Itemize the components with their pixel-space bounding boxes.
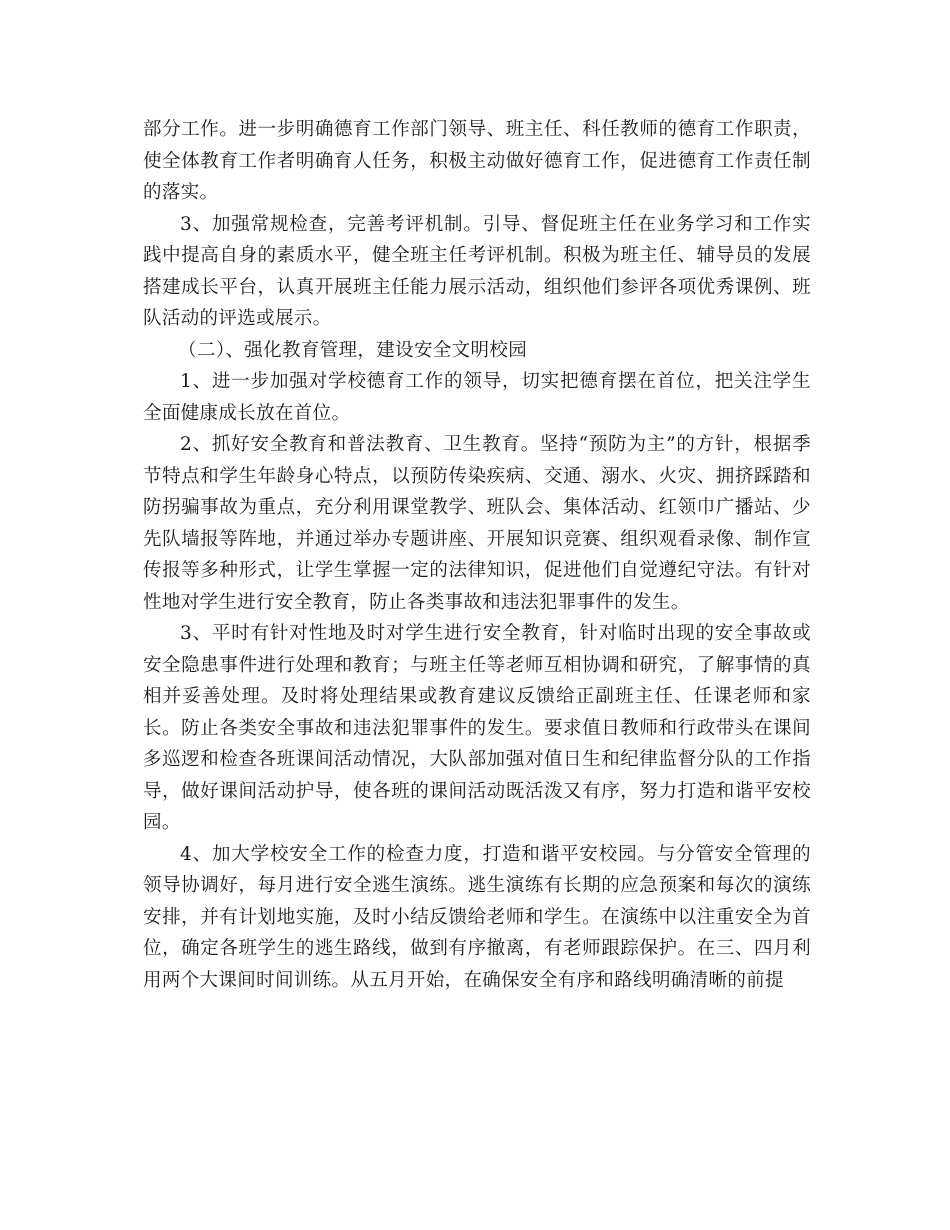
paragraph-item-3-safety-handling: 3、平时有针对性地及时对学生进行安全教育，针对临时出现的安全事故或安全隐患事件进行处理和教育；与班主任等老师互相协调和研究，了解事情的真相并妥善处理。及时将处理结果或教育建议反馈给正副班主任、任课老师和家长。防止各类安全事故和违法犯罪事件的发生。要求值日教师和行政带头在课间多巡逻和检查各班课间活动情况，大队部加强对值日生和纪律监督分队的工作指导，做好课间活动护导，使各班的课间活动既活泼又有序，努力打造和谐平安校园。 [143, 623, 811, 833]
paragraph-item-1-leadership: 1、进一步加强对学校德育工作的领导，切实把德育摆在首位，把关注学生全面健康成长放在首位。 [143, 371, 811, 424]
paragraph-continuation: 部分工作。进一步明确德育工作部门领导、班主任、科任教师的德育工作职责，使全体教育工作者明确育人任务，积极主动做好德育工作，促进德育工作责任制的落实。 [143, 119, 811, 203]
paragraph-item-4-safety-drills: 4、加大学校安全工作的检查力度，打造和谐平安校园。与分管安全管理的领导协调好，每月进行安全逃生演练。逃生演练有长期的应急预案和每次的演练安排，并有计划地实施，及时小结反馈给老师和学生。在演练中以注重安全为首位，确定各班学生的逃生路线，做到有序撤离，有老师跟踪保护。在三、四月利用两个大课间时间训练。从五月开始，在确保安全有序和路线明确清晰的前提 [143, 843, 811, 991]
paragraph-item-2-safety-education: 2、抓好安全教育和普法教育、卫生教育。坚持“预防为主”的方针，根据季节特点和学生年龄身心特点，以预防传染疾病、交通、溺水、火灾、拥挤踩踏和防拐骗事故为重点，充分利用课堂教学、班队会、集体活动、红领巾广播站、少先队墙报等阵地，并通过举办专题讲座、开展知识竞赛、组织观看录像、制作宣传报等多种形式，让学生掌握一定的法律知识，促进他们自觉遵纪守法。有针对性地对学生进行安全教育，防止各类事故和违法犯罪事件的发生。 [143, 434, 811, 613]
paragraph-item-3-evaluation: 3、加强常规检查，完善考评机制。引导、督促班主任在业务学习和工作实践中提高自身的素质水平，健全班主任考评机制。积极为班主任、辅导员的发展搭建成长平台，认真开展班主任能力展示活动，组织他们参评各项优秀课例、班队活动的评选或展示。 [143, 213, 811, 329]
document-body [143, 114, 811, 996]
section-heading-2: （二）、强化教育管理，建设安全文明校园 [178, 339, 528, 361]
